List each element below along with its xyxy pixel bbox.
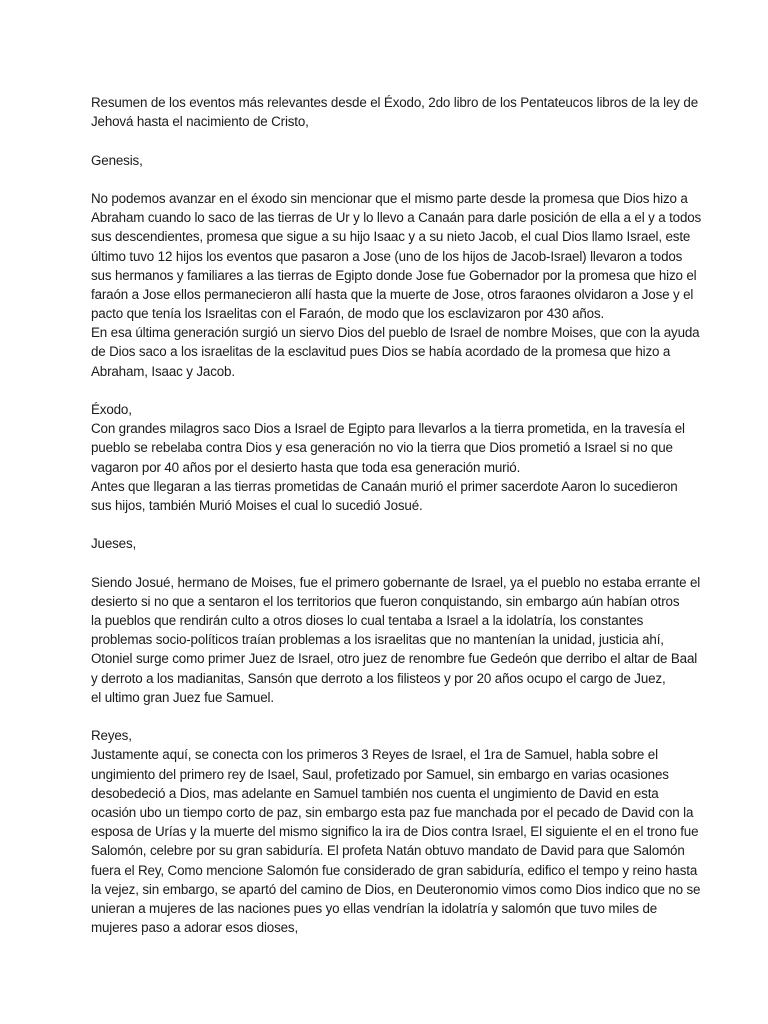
text-line: desobedeció a Dios, mas adelante en Samuel también nos cuenta el ungimiento de David en esta bbox=[91, 785, 659, 801]
section-heading-jueces: Jueses, bbox=[91, 536, 137, 552]
text-line: Jehová hasta el nacimiento de Cristo, bbox=[91, 114, 309, 130]
section-heading-reyes: Reyes, bbox=[91, 728, 132, 744]
paragraph-gap bbox=[91, 131, 683, 150]
text-line: Abraham cuando lo saco de las tierras de Ur y lo llevo a Canaán para darle posición de ella a el y a todos bbox=[91, 210, 702, 226]
text-line: y derroto a los madianitas, Sansón que derroto a los filisteos y por 20 años ocupo el cargo de Juez, bbox=[91, 670, 666, 686]
text-line: sus hijos, también Murió Moises el cual lo sucedió Josué. bbox=[91, 497, 423, 513]
text-line: mujeres paso a adorar esos dioses, bbox=[91, 920, 299, 936]
text-line: unieran a mujeres de las naciones pues yo ellas vendrían la idolatría y salomón que tuvo miles de bbox=[91, 900, 658, 916]
text-line: sus descendientes, promesa que sigue a su hijo Isaac y a su nieto Jacob, el cual Dios llamo Israel, este bbox=[91, 229, 691, 245]
text-line: la vejez, sin embargo, se apartó del camino de Dios, en Deuteronomio vimos como Dios indico que no se bbox=[91, 881, 701, 897]
text-line: Justamente aquí, se conecta con los primeros 3 Reyes de Israel, el 1ra de Samuel, habla sobre el bbox=[91, 747, 658, 763]
text-line: el ultimo gran Juez fue Samuel. bbox=[91, 689, 274, 705]
genesis-paragraph bbox=[91, 189, 702, 381]
text-line: No podemos avanzar en el éxodo sin mencionar que el mismo parte desde la promesa que Dios hizo a bbox=[91, 190, 688, 206]
reyes-paragraph bbox=[91, 745, 701, 937]
text-line: Resumen de los eventos más relevantes desde el Éxodo, 2do libro de los Pentateucos libros de la ley de bbox=[91, 95, 698, 110]
paragraph-gap bbox=[91, 554, 683, 573]
section-heading-genesis: Genesis, bbox=[91, 152, 143, 168]
paragraph-gap bbox=[91, 170, 683, 189]
text-line: Con grandes milagros saco Dios a Israel de Egipto para llevarlos a la tierra prometida, en la travesía el bbox=[91, 421, 685, 437]
document-body bbox=[91, 93, 702, 937]
text-line: pueblo se rebelaba contra Dios y esa generación no vio la tierra que Dios prometió a Israel si no que bbox=[91, 440, 673, 456]
text-line: vagaron por 40 años por el desierto hasta que toda esa generación murió. bbox=[91, 459, 521, 475]
text-line: desierto si no que a sentaron el los territorios que fueron conquistando, sin embargo aún habían otros bbox=[91, 593, 680, 609]
text-line: fuera el Rey, Como mencione Salomón fue considerado de gran sabiduría, edifico el tempo y reino hasta bbox=[91, 862, 698, 878]
text-line: ocasión ubo un tiempo corto de paz, sin embargo esta paz fue manchada por el pecado de David con la bbox=[91, 804, 694, 820]
text-line: esposa de Urías y la muerte del mismo significo la ira de Dios contra Israel, El siguiente el en el trono fue bbox=[91, 824, 699, 840]
exodo-paragraph bbox=[91, 419, 683, 515]
paragraph-gap bbox=[91, 381, 683, 400]
text-line: Abraham, Isaac y Jacob. bbox=[91, 363, 235, 379]
text-line: Antes que llegaran a las tierras prometidas de Canaán murió el primer sacerdote Aaron lo sucedieron bbox=[91, 478, 678, 494]
text-line: Salomón, celebre por su gran sabiduría. El profeta Natán obtuvo mandato de David para que Salomón bbox=[91, 843, 685, 859]
text-line: Siendo Josué, hermano de Moises, fue el primero gobernante de Israel, ya el pueblo no estaba errante el bbox=[91, 574, 701, 590]
text-line: faraón a Jose ellos permanecieron allí hasta que la muerte de Jose, otros faraones olvidaron a Jose y el bbox=[91, 286, 694, 302]
text-line: En esa última generación surgió un siervo Dios del pueblo de Israel de nombre Moises, que con la ayuda bbox=[91, 325, 700, 341]
text-line: problemas socio-políticos traían problemas a los israelitas que no mantenían la unidad, justicia ahí, bbox=[91, 632, 664, 648]
text-line: ungimiento del primero rey de Isael, Saul, profetizado por Samuel, sin embargo en varias ocasiones bbox=[91, 766, 669, 782]
text-line: último tuvo 12 hijos los eventos que pasaron a Jose (uno de los hijos de Jacob-Israel) llevaron a todos bbox=[91, 248, 683, 264]
text-line: pacto que tenía los Israelitas con el Faraón, de modo que los esclavizaron por 430 años. bbox=[91, 306, 605, 322]
intro-paragraph bbox=[91, 93, 698, 131]
paragraph-gap bbox=[91, 515, 683, 534]
paragraph-gap bbox=[91, 707, 683, 726]
text-line: la pueblos que rendirán culto a otros dioses lo cual tentaba a Israel a la idolatría, los constantes bbox=[91, 613, 644, 629]
text-line: de Dios saco a los israelitas de la esclavitud pues Dios se había acordado de la promesa que hizo a bbox=[91, 344, 671, 360]
jueces-paragraph bbox=[91, 573, 701, 707]
text-line: Otoniel surge como primer Juez de Israel, otro juez de renombre fue Gedeón que derribo el altar de Baal bbox=[91, 651, 698, 667]
section-heading-exodo: Éxodo, bbox=[91, 402, 132, 417]
text-line: sus hermanos y familiares a las tierras de Egipto donde Jose fue Gobernador por la promesa que hizo el bbox=[91, 267, 697, 283]
